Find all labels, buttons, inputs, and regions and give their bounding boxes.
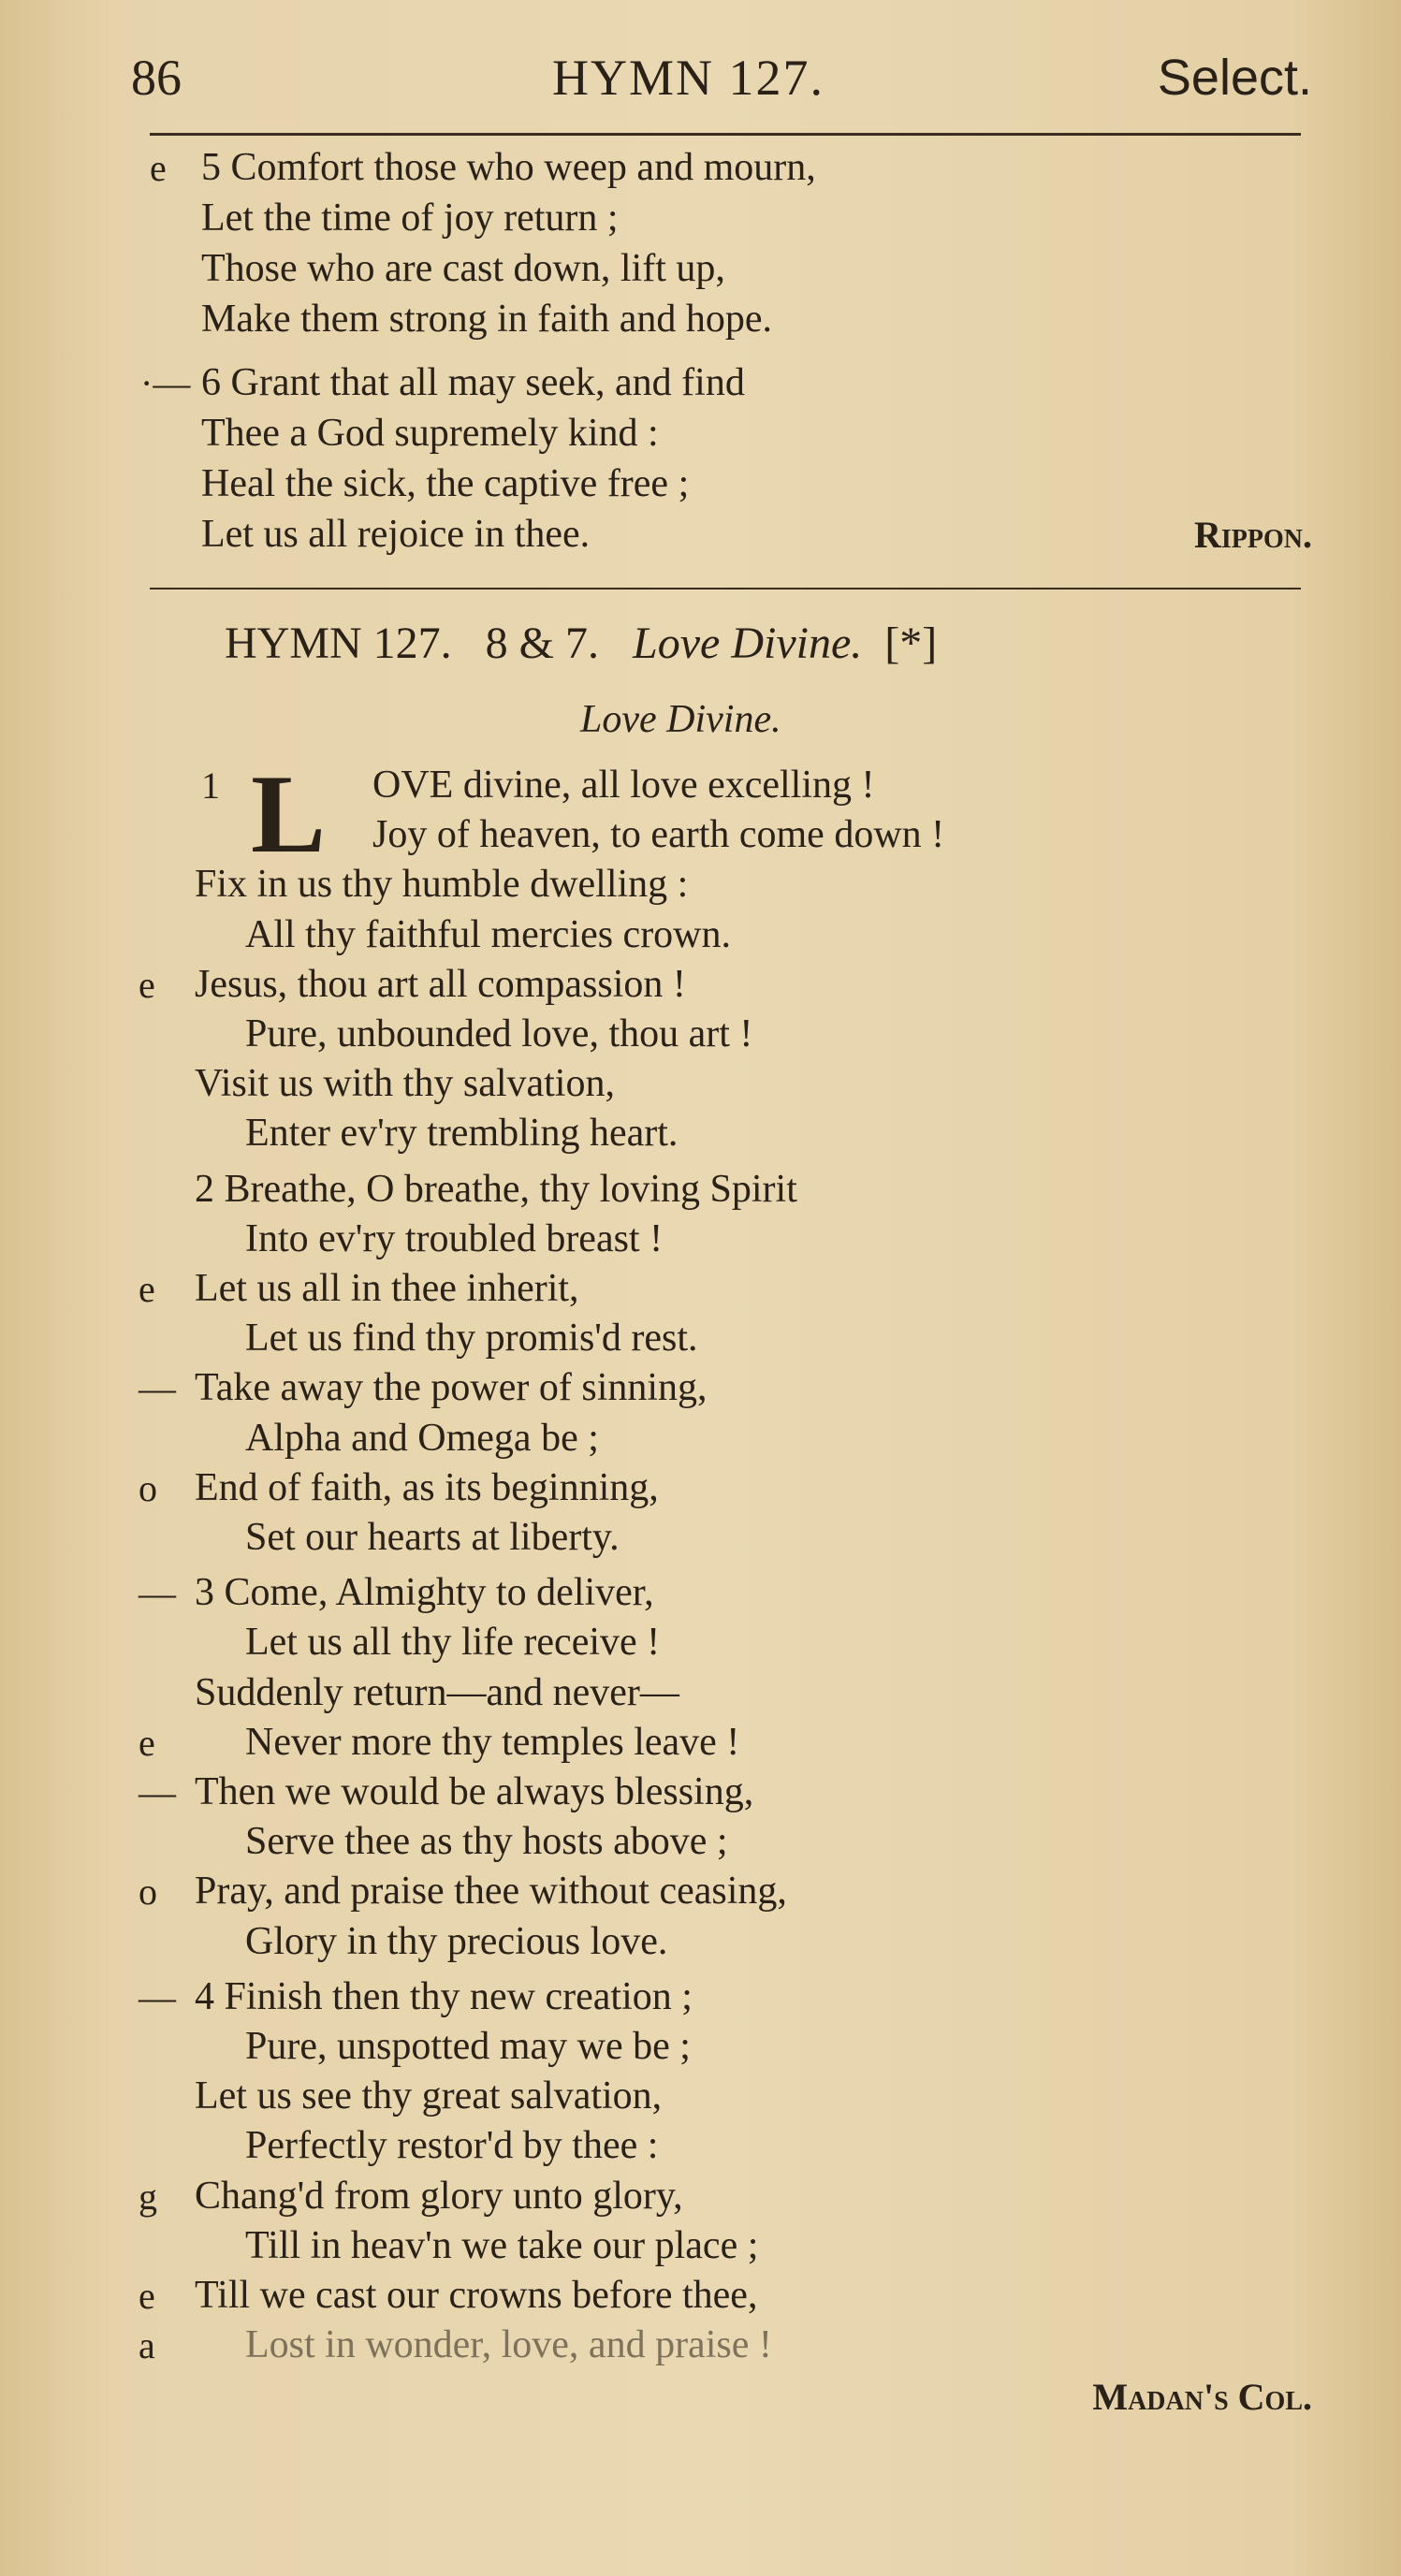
line-mark: e bbox=[139, 2275, 155, 2317]
line-mark: — bbox=[139, 1771, 176, 1813]
hymn-line: 2 Breathe, O breathe, thy loving Spirit bbox=[195, 1167, 797, 1211]
line-mark: a bbox=[139, 2324, 155, 2367]
line-mark: o bbox=[139, 1466, 157, 1509]
line-mark: e bbox=[139, 963, 155, 1006]
line-mark: 1 bbox=[201, 764, 220, 807]
hymn-line: Enter ev'ry trembling heart. bbox=[245, 1112, 679, 1156]
hymn-line: Set our hearts at liberty. bbox=[245, 1516, 620, 1559]
hymn-line: Chang'd from glory unto glory, bbox=[195, 2174, 683, 2218]
hymn-tune: Love Divine. bbox=[633, 619, 863, 668]
hymn-line: Let us see thy great salvation, bbox=[195, 2074, 663, 2118]
verse5-line: Make them strong in faith and hope. bbox=[201, 298, 773, 341]
verse5-line: Those who are cast down, lift up, bbox=[201, 247, 725, 290]
hymn-heading bbox=[225, 618, 937, 669]
header-rule bbox=[150, 133, 1301, 136]
prev-hymn-attribution: Rippon. bbox=[1194, 514, 1312, 556]
hymn-line: All thy faithful mercies crown. bbox=[245, 912, 732, 956]
hymn-line: Take away the power of sinning, bbox=[195, 1366, 708, 1410]
verse6-line: Let us all rejoice in thee. bbox=[201, 513, 591, 556]
line-mark: — bbox=[139, 1367, 176, 1410]
section-divider bbox=[150, 588, 1301, 589]
hymn-line: Till we cast our crowns before thee, bbox=[195, 2274, 758, 2317]
line-mark: — bbox=[139, 1572, 176, 1615]
page-number: 86 bbox=[131, 50, 182, 106]
line-mark: — bbox=[139, 1975, 176, 2018]
hymn-line: Visit us with thy salvation, bbox=[195, 1062, 615, 1106]
hymn-line: Serve thee as thy hosts above ; bbox=[245, 1820, 728, 1864]
hymn-subtitle: Love Divine. bbox=[580, 698, 781, 741]
hymn-line: Lost in wonder, love, and praise ! bbox=[245, 2323, 772, 2367]
hymn-line: Pray, and praise thee without ceasing, bbox=[195, 1870, 787, 1914]
hymn-line: Never more thy temples leave ! bbox=[245, 1720, 740, 1764]
hymn-line: Joy of heaven, to earth come down ! bbox=[372, 813, 945, 857]
hymn-line: Glory in thy precious love. bbox=[245, 1919, 668, 1963]
hymn-line: OVE divine, all love excelling ! bbox=[372, 764, 875, 807]
line-mark: o bbox=[139, 1870, 157, 1914]
running-title: HYMN 127. bbox=[552, 50, 825, 106]
hymn-line: Fix in us thy humble dwelling : bbox=[195, 863, 689, 907]
page-header bbox=[131, 49, 1312, 114]
hymn-line: 4 Finish then thy new creation ; bbox=[195, 1974, 693, 2018]
hymn-line: Till in heav'n we take our place ; bbox=[245, 2223, 759, 2267]
hymn-attribution: Madan's Col. bbox=[1092, 2376, 1312, 2418]
hymn-line: 3 Come, Almighty to deliver, bbox=[195, 1571, 654, 1615]
line-mark: e bbox=[139, 1268, 155, 1310]
section-label: Select. bbox=[1157, 50, 1312, 106]
hymn-line: Pure, unspotted may we be ; bbox=[245, 2025, 691, 2068]
line-mark: e bbox=[139, 1721, 155, 1764]
hymn-line: End of faith, as its beginning, bbox=[195, 1465, 659, 1509]
verse5-mark: e bbox=[150, 147, 167, 189]
hymn-line: Perfectly restor'd by thee : bbox=[245, 2124, 659, 2168]
verse6-line: Heal the sick, the captive free ; bbox=[201, 462, 690, 505]
verse5-line: 5 Comfort those who weep and mourn, bbox=[201, 146, 816, 189]
hymn-line: Alpha and Omega be ; bbox=[245, 1416, 599, 1460]
verse6-mark: ·— bbox=[140, 362, 191, 404]
hymn-star: [*] bbox=[884, 619, 938, 668]
hymn-number: HYMN 127. bbox=[225, 619, 452, 668]
verse6-line: Thee a God supremely kind : bbox=[201, 412, 659, 455]
hymn-line: Let us all in thee inherit, bbox=[195, 1267, 579, 1310]
hymn-line: Let us find thy promis'd rest. bbox=[245, 1317, 698, 1361]
hymn-line: Into ev'ry troubled breast ! bbox=[245, 1216, 664, 1260]
hymn-line: Let us all thy life receive ! bbox=[245, 1621, 661, 1665]
hymn-line: Suddenly return—and never— bbox=[195, 1670, 679, 1714]
hymn-line: Jesus, thou art all compassion ! bbox=[195, 962, 686, 1006]
drop-cap: L bbox=[251, 751, 327, 876]
hymn-line: Then we would be always blessing, bbox=[195, 1770, 754, 1813]
hymn-line: Pure, unbounded love, thou art ! bbox=[245, 1012, 753, 1055]
hymn-meter: 8 & 7. bbox=[485, 619, 600, 668]
verse6-line: 6 Grant that all may seek, and find bbox=[201, 361, 745, 404]
line-mark: g bbox=[139, 2175, 157, 2218]
verse5-line: Let the time of joy return ; bbox=[201, 196, 619, 240]
